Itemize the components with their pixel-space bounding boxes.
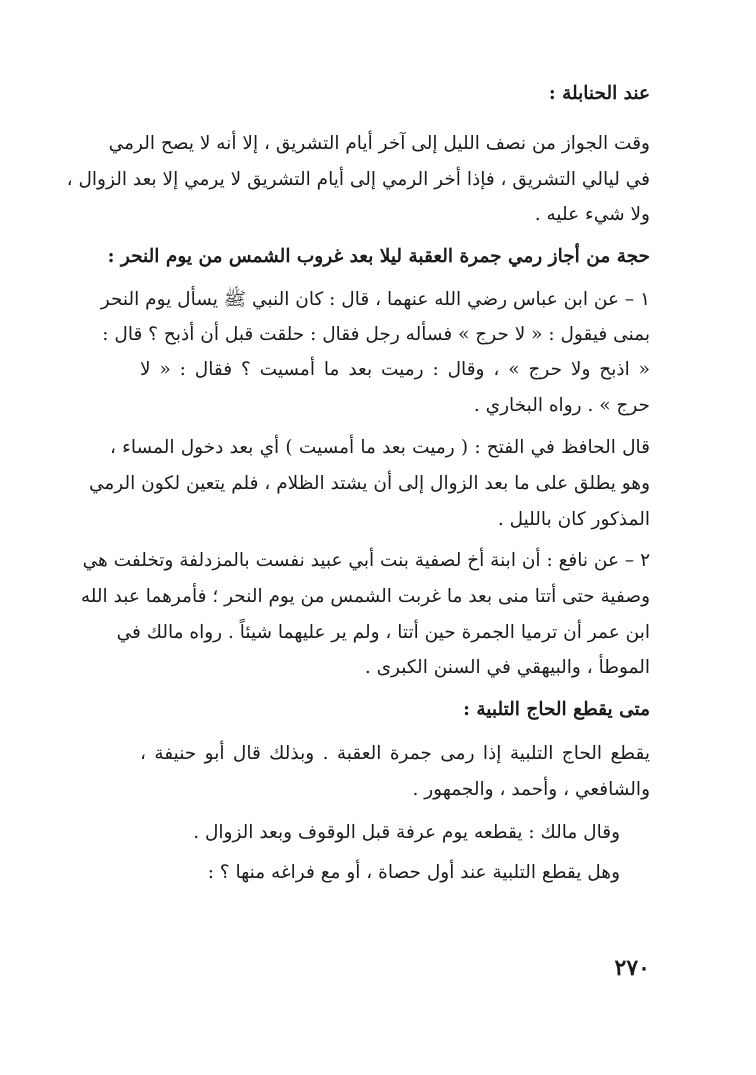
fath-line-1: قال الحافظ في الفتح : ( رميت بعد ما أمسيت ) أي بعد دخول المساء ، [110,437,650,458]
fath-line-2: وهو يطلق على ما بعد الزوال إلى أن يشتد الظلام ، فلم يتعين لكون الرمي [88,473,650,494]
section-title: عند الحنابلة : [548,83,650,104]
paragraph1-line-2: في ليالي التشريق ، فإذا أخر الرمي إلى أيام التشريق لا يرمي إلا بعد الزوال ، [66,169,650,190]
paragraph3-line-1: يقطع الحاج التلبية إذا رمى جمرة العقبة . وبذلك قال أبو حنيفة ، [140,743,650,764]
paragraph3-line-2: والشافعي ، وأحمد ، والجمهور . [412,779,650,800]
heading-talbiya: متى يقطع الحاج التلبية : [463,699,650,720]
malik-line: وقال مالك : يقطعه يوم عرفة قبل الوقوف وبعد الزوال . [193,822,620,843]
paragraph1-line-1: وقت الجواز من نصف الليل إلى آخر أيام التشريق ، إلا أنه لا يصح الرمي [108,133,650,154]
item1-line-1: ١ – عن ابن عباس رضي الله عنهما ، قال : كان النبي ﷺ يسأل يوم النحر [100,289,650,310]
item1-line-3: « اذبح ولا حرج » ، وقال : رميت بعد ما أمسيت ؟ فقال : « لا [140,359,650,380]
item1-line-2: بمنى فيقول : « لا حرج » فسأله رجل فقال : حلقت قبل أن أذبح ؟ قال : [102,324,650,345]
item2-line-1: ٢ – عن نافع : أن ابنة أخ لصفية بنت أبي عبيد نفست بالمزدلفة وتخلفت هي [82,550,650,571]
paragraph1-line-3: ولا شيء عليه . [534,204,650,225]
item1-line-4: حرج » . رواه البخاري . [473,395,650,416]
item2-line-4: الموطأ ، والبيهقي في السنن الكبرى . [364,657,650,678]
item2-line-3: ابن عمر أن ترميا الجمرة حين أتتا ، ولم ير عليهما شيئاً . رواه مالك في [116,622,650,643]
page-number: ٢٧٠ [614,955,650,981]
fath-line-3: المذكور كان بالليل . [497,509,650,530]
item2-line-2: وصفية حتى أتتا منى بعد ما غربت الشمس من يوم النحر ؛ فأمرهما عبد الله [80,586,650,607]
question-line: وهل يقطع التلبية عند أول حصاة ، أو مع فراغه منها ؟ : [207,862,620,883]
heading-evidence: حجة من أجاز رمي جمرة العقبة ليلا بعد غروب الشمس من يوم النحر : [107,246,650,267]
